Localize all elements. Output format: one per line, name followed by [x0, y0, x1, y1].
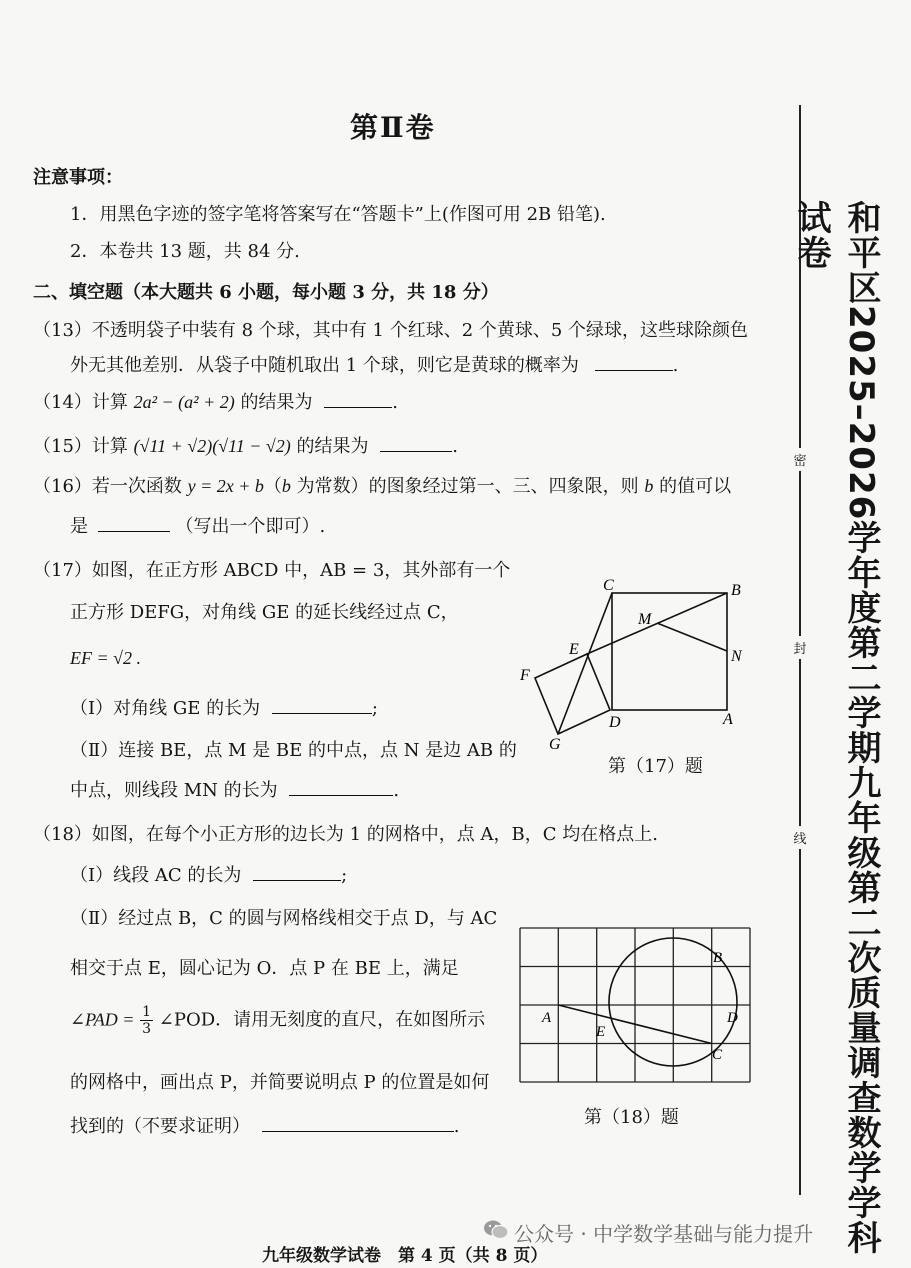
- q18-label-c: C: [712, 1047, 723, 1063]
- q16-line2: [70, 512, 325, 538]
- q18-fraction: [140, 1004, 153, 1037]
- q14: [33, 388, 398, 414]
- q18-part2d: 的网格中，画出点 P，并简要说明点 P 的位置是如何: [70, 1072, 490, 1093]
- q16-pre: （16）若一次函数: [33, 476, 182, 497]
- q16-b1: b: [281, 476, 291, 496]
- q18-part2-end: .: [453, 1116, 460, 1137]
- q17-line1: （17）如图，在正方形 ABCD 中，AB = 3，其外部有一个: [33, 560, 511, 581]
- q18-label-d: D: [727, 1010, 738, 1026]
- q15-answer-blank[interactable]: [380, 450, 452, 452]
- q15-pre: （15）计算: [33, 436, 128, 457]
- q15-expression: (√11 + √2)(√11 − √2): [133, 436, 291, 456]
- q18-part2-blank[interactable]: [262, 1130, 454, 1132]
- notice-item-2: 2．本卷共 13 题，共 84 分.: [70, 241, 300, 262]
- q14-pre: （14）计算: [33, 392, 128, 413]
- q18-part2c: [70, 1004, 485, 1037]
- section-heading: 二、填空题（本大题共 6 小题，每小题 3 分，共 18 分）: [33, 282, 499, 303]
- q18-part1-blank[interactable]: [253, 879, 341, 881]
- q16-answer-blank[interactable]: [98, 530, 170, 532]
- q18-label-b: B: [713, 950, 723, 966]
- q16-mid: （: [263, 476, 282, 497]
- q18-part2e: [70, 1112, 459, 1138]
- side-exam-title: 和平区2025–2026学年度第二学期九年级第二次质量调查数学学科试卷: [791, 200, 881, 1256]
- q13-line2: [70, 351, 678, 377]
- q15-post: 的结果为: [296, 436, 369, 457]
- square-abcd: [612, 593, 727, 710]
- q17-label-b: B: [731, 582, 741, 599]
- q17-label-n: N: [731, 648, 742, 665]
- q18-part1-text: （Ⅰ）线段 AC 的长为: [70, 865, 242, 886]
- q17-label-m: M: [638, 611, 652, 628]
- q14-post: 的结果为: [240, 392, 313, 413]
- q13-text: 外无其他差别．从袋子中随机取出 1 个球，则它是黄球的概率为: [70, 355, 579, 376]
- q17-part2-end: .: [393, 780, 400, 801]
- q14-expression: 2a² − (a² + 2): [133, 392, 235, 412]
- q17-label-d: D: [609, 714, 621, 731]
- notice-heading: 注意事项：: [33, 167, 123, 188]
- q17-label-f: F: [520, 667, 530, 684]
- q17-part1: [70, 694, 378, 720]
- q14-end: .: [392, 392, 398, 413]
- q17-line3: EF = √2 .: [70, 648, 142, 668]
- q18-frac-num: 1: [142, 1004, 152, 1020]
- q13-line1: （13）不透明袋子中装有 8 个球，其中有 1 个红球、2 个黄球、5 个绿球，这些球除颜色: [33, 320, 749, 341]
- page-title: 第Ⅱ卷: [350, 111, 436, 144]
- q16-b2: b: [644, 476, 654, 496]
- q18-grid-figure: [515, 922, 755, 1092]
- q16-post: 的值可以: [653, 476, 732, 497]
- q17-figure: [510, 570, 780, 750]
- q16-line1: [33, 472, 731, 498]
- seal-mark-2: 封: [792, 636, 808, 659]
- q17-line2: 正方形 DEFG，对角线 GE 的延长线经过点 C，: [70, 602, 459, 623]
- q18-part2e-text: 找到的（不要求证明）: [70, 1116, 250, 1137]
- seal-mark-3: 线: [792, 826, 808, 849]
- q17-label-c: C: [603, 577, 614, 594]
- q18-frac-den: 3: [142, 1021, 152, 1037]
- q18-part1: [70, 861, 347, 887]
- q17-caption: 第（17）题: [608, 756, 703, 777]
- q17-part2b: [70, 776, 399, 802]
- notice-item-1: 1．用黑色字迹的签字笔将答案写在“答题卡”上(作图可用 2B 铅笔).: [70, 204, 606, 225]
- q18-line1: （18）如图，在每个小正方形的边长为 1 的网格中，点 A，B，C 均在格点上.: [33, 824, 658, 845]
- q17-part2a: （Ⅱ）连接 BE，点 M 是 BE 的中点，点 N 是边 AB 的: [70, 740, 517, 761]
- q13-answer-blank[interactable]: [595, 369, 673, 371]
- q17-label-g: G: [549, 736, 561, 750]
- q15: [33, 432, 458, 458]
- q18-caption: 第（18）题: [584, 1107, 679, 1128]
- q17-part2-blank[interactable]: [289, 794, 393, 796]
- q18-angle-pod: ∠POD．请用无刻度的直尺，在如图所示: [158, 1009, 486, 1031]
- q18-angle-pad: ∠PAD =: [70, 1009, 135, 1030]
- seal-mark-1: 密: [792, 448, 808, 471]
- line-mn: [657, 623, 727, 651]
- q16-expression: y = 2x + b: [187, 476, 264, 496]
- q17-part2b-text: 中点，则线段 MN 的长为: [70, 780, 278, 801]
- q18-label-a: A: [542, 1010, 552, 1026]
- q17-label-a: A: [723, 711, 733, 728]
- wechat-icon: [482, 1218, 510, 1242]
- q17-part1-blank[interactable]: [272, 712, 372, 714]
- q16-mid2: 为常数）的图象经过第一、三、四象限，则: [290, 476, 639, 497]
- q17-label-e: E: [569, 641, 579, 658]
- q16-line2-post: （写出一个即可）.: [175, 516, 326, 537]
- q18-part1-end: ;: [341, 865, 348, 886]
- q17-part1-text: （Ⅰ）对角线 GE 的长为: [70, 698, 261, 719]
- watermark: 公众号 · 中学数学基础与能力提升: [514, 1222, 814, 1246]
- q16-line2-pre: 是: [70, 516, 88, 537]
- q15-end: .: [452, 436, 458, 457]
- q18-part2b: 相交于点 E，圆心记为 O．点 P 在 BE 上，满足: [70, 958, 459, 979]
- q18-label-e: E: [596, 1024, 606, 1040]
- q14-answer-blank[interactable]: [324, 406, 392, 408]
- page-footer: 九年级数学试卷 第 4 页（共 8 页）: [262, 1246, 548, 1266]
- q13-end: .: [672, 355, 679, 376]
- q18-part2a: （Ⅱ）经过点 B，C 的圆与网格线相交于点 D，与 AC: [70, 908, 498, 929]
- q17-part1-end: ;: [371, 698, 378, 719]
